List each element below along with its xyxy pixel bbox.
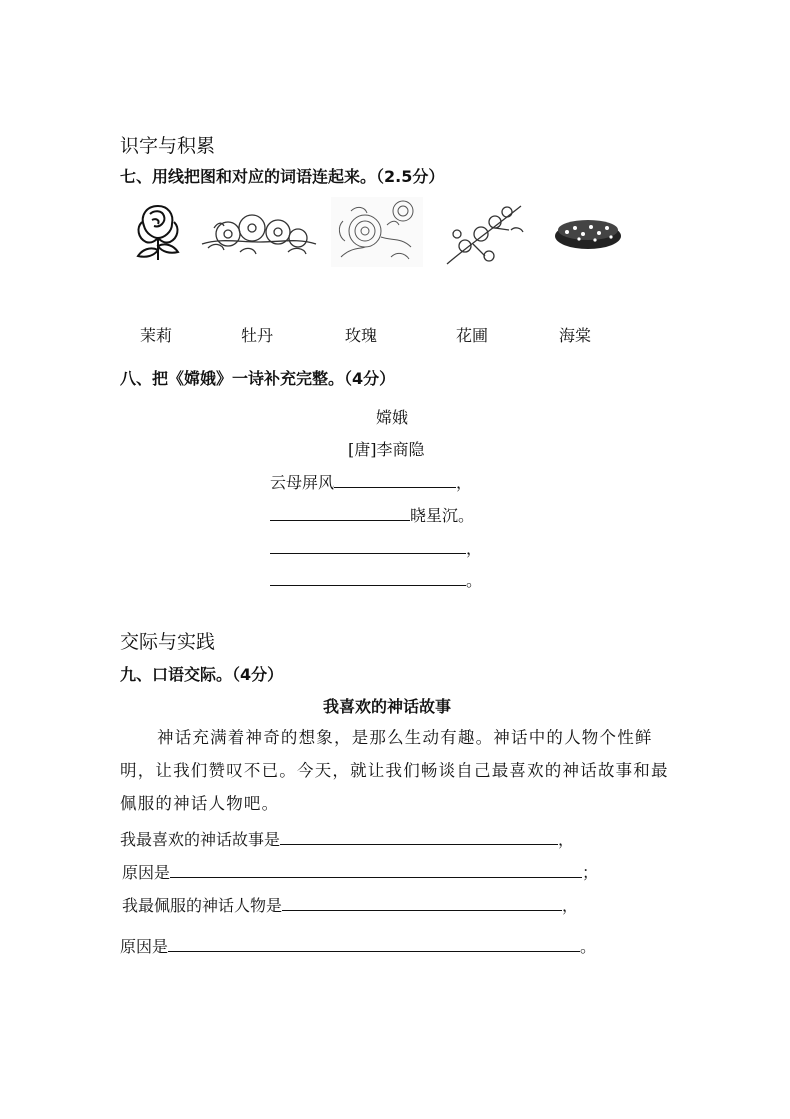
question-9-title: 九、口语交际。（4分） xyxy=(120,665,284,684)
poem-line-1-end: ， xyxy=(456,473,473,492)
favorite-story-blank[interactable] xyxy=(280,830,558,845)
favorite-story-label: 我最喜欢的神话故事是 xyxy=(120,830,281,849)
story-heading: 我喜欢的神话故事 xyxy=(323,697,452,716)
favorite-character-end: ， xyxy=(562,896,579,915)
reason-1-label: 原因是 xyxy=(122,863,171,882)
intro-paragraph: 神话充满着神奇的想象，是那么生动有趣。神话中的人物个性鲜明，让我们赞叹不已。今天，就让我们畅谈自己最喜欢的神话故事和最佩服的神话人物吧。 xyxy=(120,728,669,813)
favorite-story-end: ， xyxy=(558,830,575,849)
answer-reason-2 xyxy=(120,934,596,957)
question-7-title: 七、用线把图和对应的词语连起来。（2.5分） xyxy=(120,167,445,186)
poem-line-3-end: ， xyxy=(466,539,483,558)
rose-image xyxy=(130,200,186,264)
favorite-character-blank[interactable] xyxy=(282,896,562,911)
word-begonia: 海棠 xyxy=(559,326,592,345)
reason-2-label: 原因是 xyxy=(120,937,169,956)
poem-line-1-prefix: 云母屏风 xyxy=(270,473,335,492)
peony-image xyxy=(331,197,423,267)
poem-line-2-suffix: 晓星沉。 xyxy=(410,506,475,525)
jasmine-image xyxy=(443,200,527,266)
poem-line-4-end: 。 xyxy=(466,571,483,590)
blank-line-4[interactable] xyxy=(270,571,466,586)
section-title-literacy: 识字与积累 xyxy=(120,135,216,157)
word-jasmine: 茉莉 xyxy=(140,326,173,345)
blank-line-1[interactable] xyxy=(334,473,456,488)
reason-1-blank[interactable] xyxy=(170,863,582,878)
section-title-communication: 交际与实践 xyxy=(120,631,216,653)
question-8-title: 八、把《嫦娥》一诗补充完整。（4分） xyxy=(120,369,396,388)
answer-favorite-story xyxy=(120,827,574,850)
poem-line-3 xyxy=(270,536,482,559)
garden-image xyxy=(553,214,623,250)
word-garden: 花圃 xyxy=(456,326,489,345)
reason-1-end: ； xyxy=(582,863,599,882)
begonia-image xyxy=(200,208,318,260)
poem-line-1 xyxy=(270,470,472,493)
reason-2-blank[interactable] xyxy=(168,937,580,952)
word-peony: 牡丹 xyxy=(241,326,274,345)
answer-reason-1 xyxy=(122,860,598,883)
poem-line-4 xyxy=(270,568,482,591)
blank-line-3[interactable] xyxy=(270,539,466,554)
blank-line-2[interactable] xyxy=(270,506,410,521)
poem-title: 嫦娥 xyxy=(376,408,409,427)
favorite-character-label: 我最佩服的神话人物是 xyxy=(122,896,283,915)
poem-line-2 xyxy=(270,503,474,526)
answer-favorite-character xyxy=(122,893,578,916)
reason-2-end: 。 xyxy=(580,937,597,956)
poem-author: [唐]李商隐 xyxy=(348,440,425,459)
word-rose: 玫瑰 xyxy=(345,326,378,345)
